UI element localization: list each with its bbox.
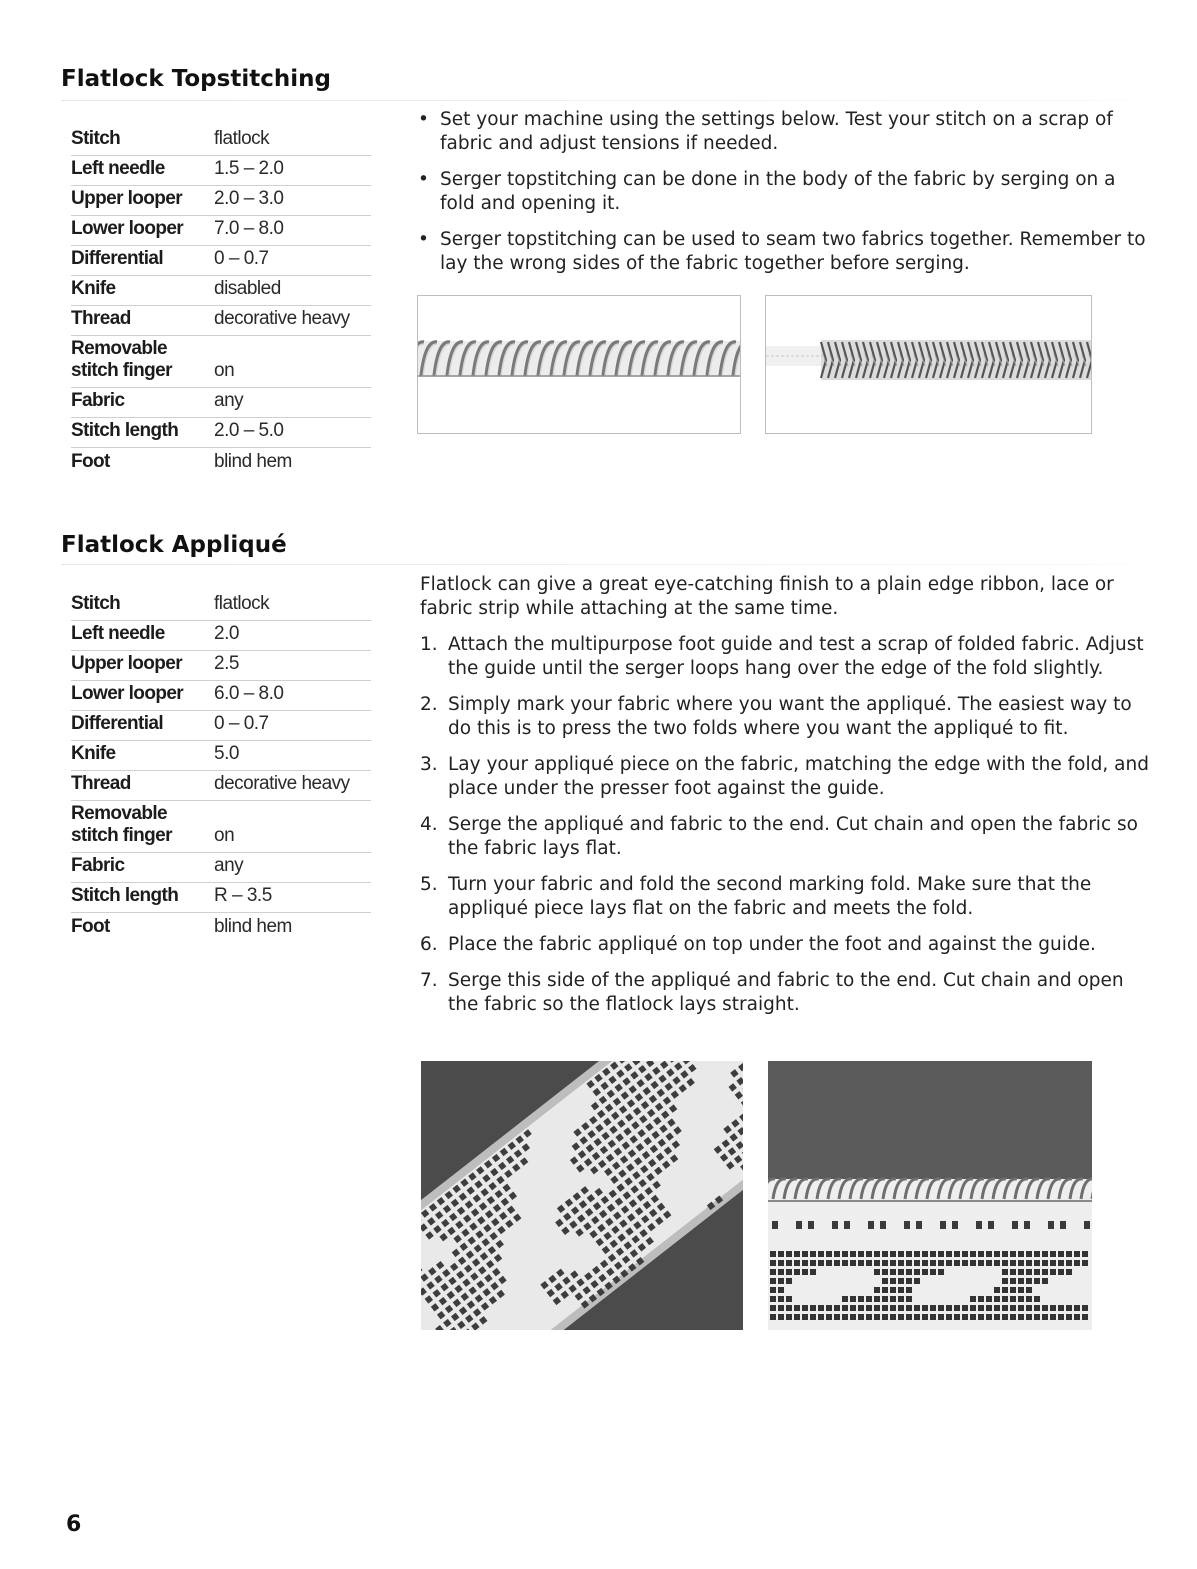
step-item: [420, 693, 1150, 741]
setting-label: Left needle: [71, 158, 165, 179]
setting-row: [71, 913, 371, 943]
setting-row: [71, 388, 371, 418]
lace-edge-image: [768, 1061, 1092, 1330]
setting-value: on: [214, 360, 235, 381]
step-text: Simply mark your fabric where you want the appliqué. The easiest way to do this is to press the two folds where you want the appliqué to fit.: [448, 694, 1132, 739]
setting-row: [71, 276, 371, 306]
applique-title: Flatlock Appliqué: [61, 532, 287, 558]
step-item: [420, 753, 1150, 801]
setting-label: Thread: [71, 773, 131, 794]
setting-value: any: [214, 855, 244, 876]
setting-row: [71, 853, 371, 883]
photo-flatlock-ladder: [765, 295, 1092, 434]
photo-lace-diagonal: [421, 1061, 743, 1330]
step-number: 1.: [420, 634, 438, 655]
setting-label: Lower looper: [71, 218, 184, 239]
bullet-item: • Serger topstitching can be done in the body of the fabric by serging on a fold and opening it.: [418, 168, 1148, 216]
setting-value: 0 – 0.7: [214, 713, 269, 734]
bullet-item: • Serger topstitching can be used to seam two fabrics together. Remember to lay the wrong sides of the fabric together before serging.: [418, 228, 1148, 276]
setting-value: on: [214, 825, 235, 846]
setting-row: [71, 883, 371, 913]
setting-value: 5.0: [214, 743, 239, 764]
setting-label: Stitch length: [71, 885, 179, 906]
setting-value: 6.0 – 8.0: [214, 683, 284, 704]
setting-row: [71, 246, 371, 276]
step-item: [420, 873, 1150, 921]
setting-label: Stitch: [71, 128, 121, 149]
setting-row: [71, 651, 371, 681]
setting-row: [71, 621, 371, 651]
step-text: Attach the multipurpose foot guide and test a scrap of folded fabric. Adjust the guide until the serger loops hang over the edge of the fold slightly.: [448, 634, 1144, 679]
setting-value: decorative heavy: [214, 308, 350, 329]
setting-label: Removable stitch finger: [71, 338, 172, 381]
step-number: 3.: [420, 754, 438, 775]
setting-value: 0 – 0.7: [214, 248, 269, 269]
setting-row: [71, 186, 371, 216]
setting-label: Thread: [71, 308, 131, 329]
setting-value: 2.0 – 3.0: [214, 188, 284, 209]
setting-row: [71, 126, 371, 156]
bullet-item: • Set your machine using the settings below. Test your stitch on a scrap of fabric and adjust tensions if needed.: [418, 108, 1148, 156]
setting-label: Knife: [71, 278, 116, 299]
setting-label: Foot: [71, 451, 110, 472]
lace-ribbon-image: [421, 1061, 743, 1330]
setting-row: [71, 801, 371, 853]
step-text: Lay your appliqué piece on the fabric, matching the edge with the fold, and place under the presser foot against the guide.: [448, 754, 1149, 799]
setting-value: disabled: [214, 278, 281, 299]
setting-value: blind hem: [214, 916, 292, 937]
step-number: 2.: [420, 694, 438, 715]
setting-value: 7.0 – 8.0: [214, 218, 284, 239]
step-item: [420, 933, 1150, 957]
setting-row: [71, 448, 371, 478]
setting-value: R – 3.5: [214, 885, 272, 906]
setting-label: Stitch length: [71, 420, 179, 441]
setting-row: [71, 156, 371, 186]
step-number: 4.: [420, 814, 438, 835]
topstitching-settings-table: [71, 126, 371, 478]
setting-label: Knife: [71, 743, 116, 764]
step-item: [420, 813, 1150, 861]
step-text: Serge the appliqué and fabric to the end. Cut chain and open the fabric so the fabric lays flat.: [448, 814, 1138, 859]
setting-label: Left needle: [71, 623, 165, 644]
lace-edge: [768, 1179, 1092, 1330]
applique-steps: [420, 633, 1150, 1029]
step-item: [420, 633, 1150, 681]
topstitching-title: Flatlock Topstitching: [61, 66, 331, 92]
setting-row: [71, 591, 371, 621]
setting-label: Upper looper: [71, 653, 183, 674]
setting-value: flatlock: [214, 128, 270, 149]
topstitching-bullets: [418, 108, 1148, 288]
setting-label: Lower looper: [71, 683, 184, 704]
step-number: 5.: [420, 874, 438, 895]
photo-flatlock-loops: [417, 295, 741, 434]
setting-row: [71, 418, 371, 448]
setting-row: [71, 741, 371, 771]
setting-label: Stitch: [71, 593, 121, 614]
setting-row: [71, 216, 371, 246]
loop-stitches: [418, 341, 740, 377]
photo-lace-edge: [768, 1061, 1092, 1330]
step-text: Serge this side of the appliqué and fabric to the end. Cut chain and open the fabric so the flatlock lays straight.: [448, 970, 1124, 1015]
setting-value: flatlock: [214, 593, 270, 614]
setting-value: decorative heavy: [214, 773, 350, 794]
setting-label: Upper looper: [71, 188, 183, 209]
setting-label: Differential: [71, 248, 164, 269]
setting-value: 2.0 – 5.0: [214, 420, 284, 441]
setting-label: Removable stitch finger: [71, 803, 172, 846]
setting-row: [71, 771, 371, 801]
flatlock-loop-stitch-image: [418, 296, 740, 433]
setting-row: [71, 711, 371, 741]
setting-label: Fabric: [71, 855, 125, 876]
step-item: [420, 969, 1150, 1017]
setting-label: Foot: [71, 916, 110, 937]
step-text: Place the fabric appliqué on top under the foot and against the guide.: [448, 934, 1096, 955]
setting-value: 1.5 – 2.0: [214, 158, 284, 179]
setting-row: [71, 336, 371, 388]
setting-value: 2.0: [214, 623, 239, 644]
title-rule: [61, 100, 1131, 101]
page-number: 6: [66, 1512, 82, 1537]
applique-settings-table: [71, 591, 371, 943]
setting-value: blind hem: [214, 451, 292, 472]
applique-intro: Flatlock can give a great eye-catching finish to a plain edge ribbon, lace or fabric strip while attaching at the same time.: [420, 574, 1114, 619]
flatlock-ladder-stitch-image: [766, 296, 1091, 433]
step-text: Turn your fabric and fold the second marking fold. Make sure that the appliqué piece lays flat on the fabric and meets the fold.: [448, 874, 1092, 919]
setting-label: Differential: [71, 713, 164, 734]
setting-value: 2.5: [214, 653, 239, 674]
step-number: 6.: [420, 934, 438, 955]
setting-value: any: [214, 390, 244, 411]
setting-label: Fabric: [71, 390, 125, 411]
setting-row: [71, 306, 371, 336]
title-rule: [61, 564, 1131, 565]
setting-row: [71, 681, 371, 711]
step-number: 7.: [420, 970, 438, 991]
